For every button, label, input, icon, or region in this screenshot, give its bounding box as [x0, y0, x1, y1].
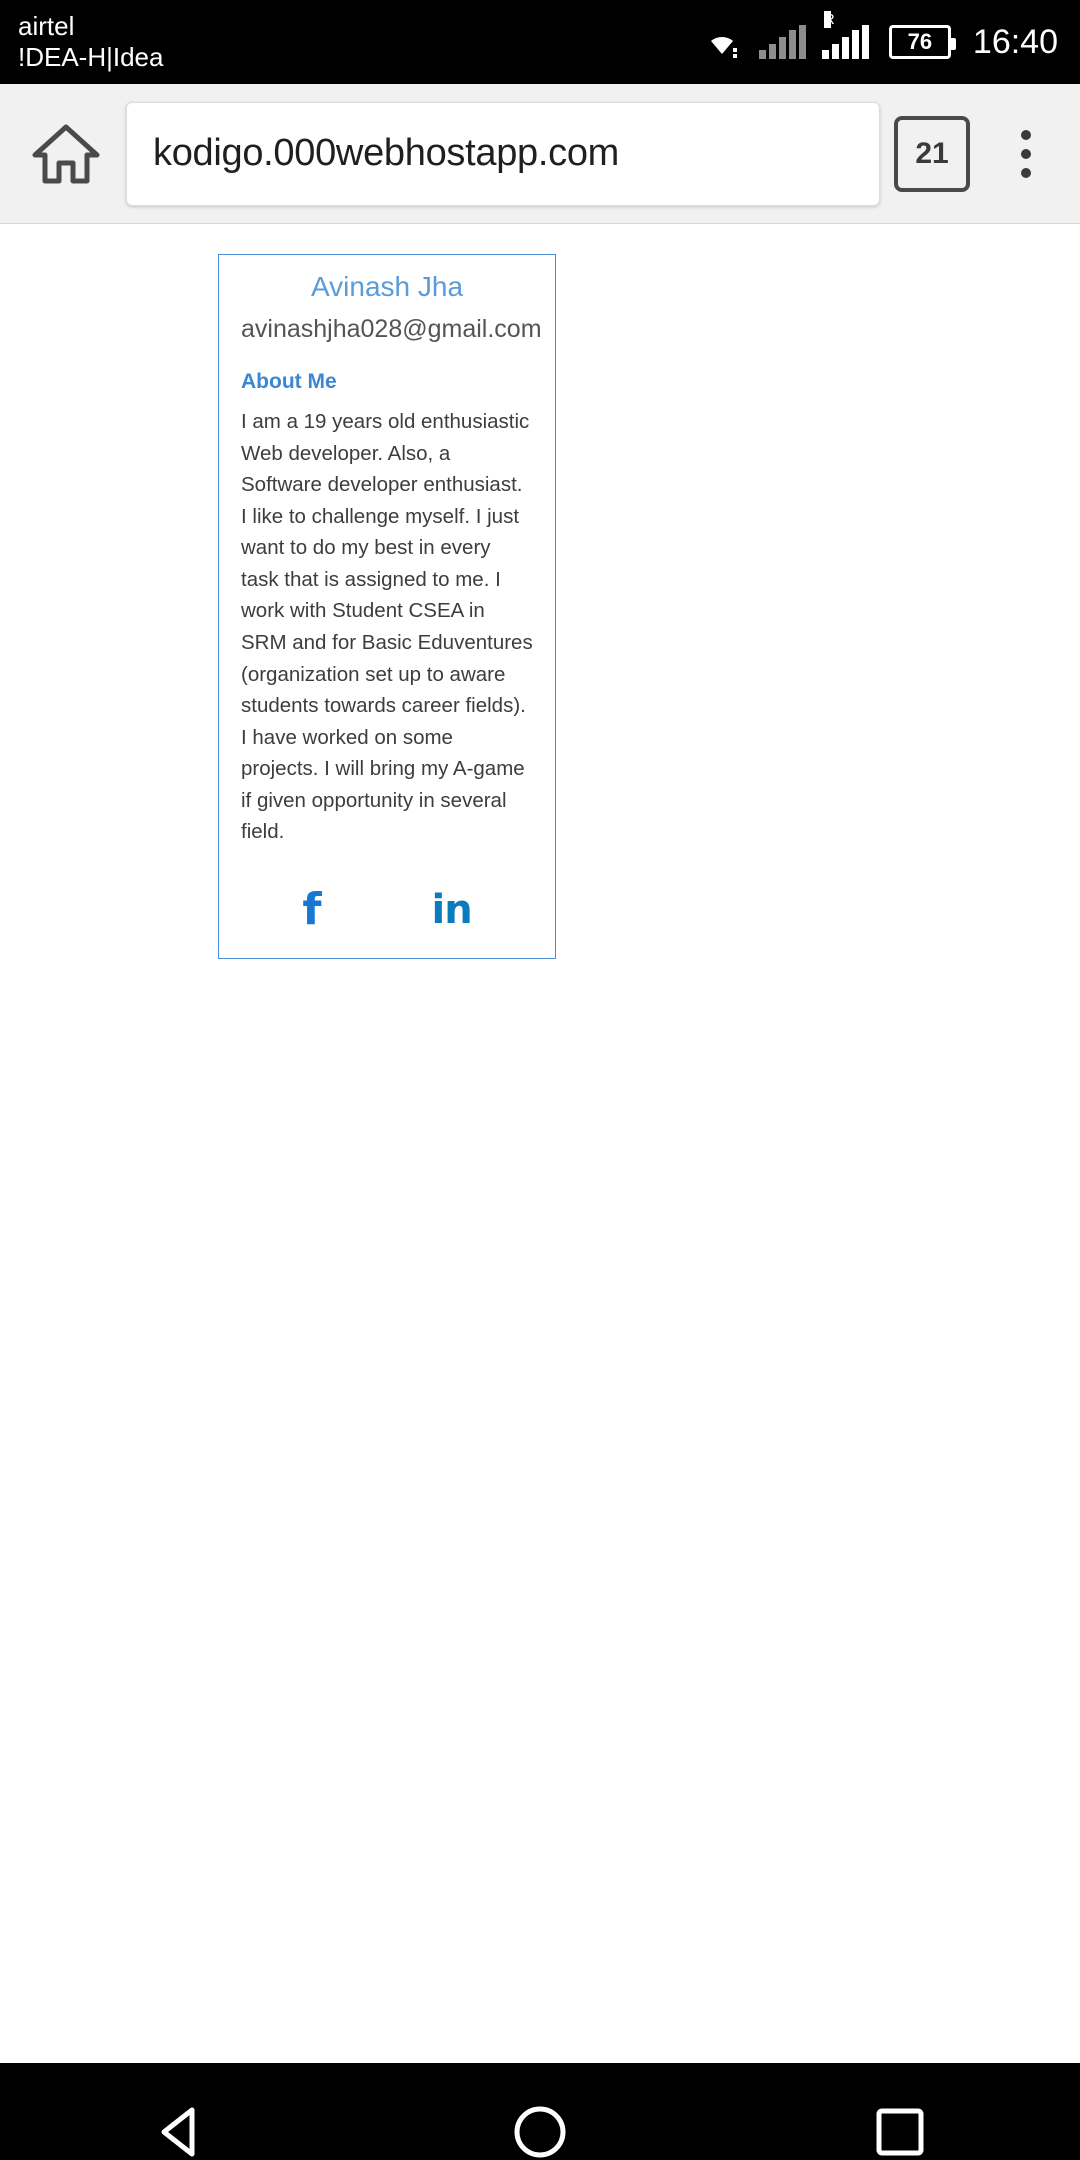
overflow-menu-icon[interactable]	[996, 112, 1056, 196]
signal-bars-roaming-icon	[822, 11, 869, 59]
battery-level: 76	[907, 29, 933, 54]
about-me-text: I am a 19 years old enthusiastic Web developer. Also, a Software developer enthusiast. I like to challenge myself. I just want to do my best in every task that is assigned to me. I work with Student CSEA in SRM and for Basic Eduventures (organization set up to aware students towards career fields). I have worked on some projects. I will bring my A-game if given opportunity in several field.	[241, 410, 533, 844]
profile-card	[218, 254, 556, 959]
back-triangle-icon[interactable]	[100, 2063, 260, 2160]
status-icons	[701, 11, 1058, 62]
about-me-heading: About Me	[241, 370, 337, 393]
tab-count: 21	[915, 136, 949, 170]
home-circle-icon[interactable]	[460, 2063, 620, 2160]
url-text[interactable]: kodigo.000webhostapp.com	[153, 132, 620, 174]
wifi-icon	[701, 24, 743, 60]
battery-icon	[889, 25, 951, 59]
tab-switcher-button[interactable]	[894, 116, 970, 192]
web-page-content	[0, 224, 1080, 2063]
home-icon[interactable]	[24, 112, 108, 196]
recents-square-icon[interactable]	[820, 2063, 980, 2160]
status-bar	[0, 0, 1080, 84]
facebook-icon[interactable]	[302, 883, 322, 935]
profile-email: avinashjha028@gmail.com	[241, 315, 542, 343]
linkedin-icon[interactable]	[431, 888, 471, 932]
carrier-primary: airtel	[18, 11, 75, 42]
facebook-glyph: f	[302, 883, 322, 935]
status-clock: 16:40	[972, 22, 1058, 61]
android-navigation-bar	[0, 2063, 1080, 2160]
carrier-secondary: !DEA-H|Idea	[18, 42, 164, 72]
social-links	[241, 883, 533, 938]
signal-bars-icon	[759, 25, 806, 59]
browser-toolbar	[0, 84, 1080, 224]
carrier-block	[18, 11, 163, 72]
address-bar[interactable]	[126, 102, 880, 206]
roaming-label: R	[823, 11, 835, 28]
linkedin-glyph: in	[431, 886, 472, 933]
profile-name: Avinash Jha	[310, 271, 464, 302]
